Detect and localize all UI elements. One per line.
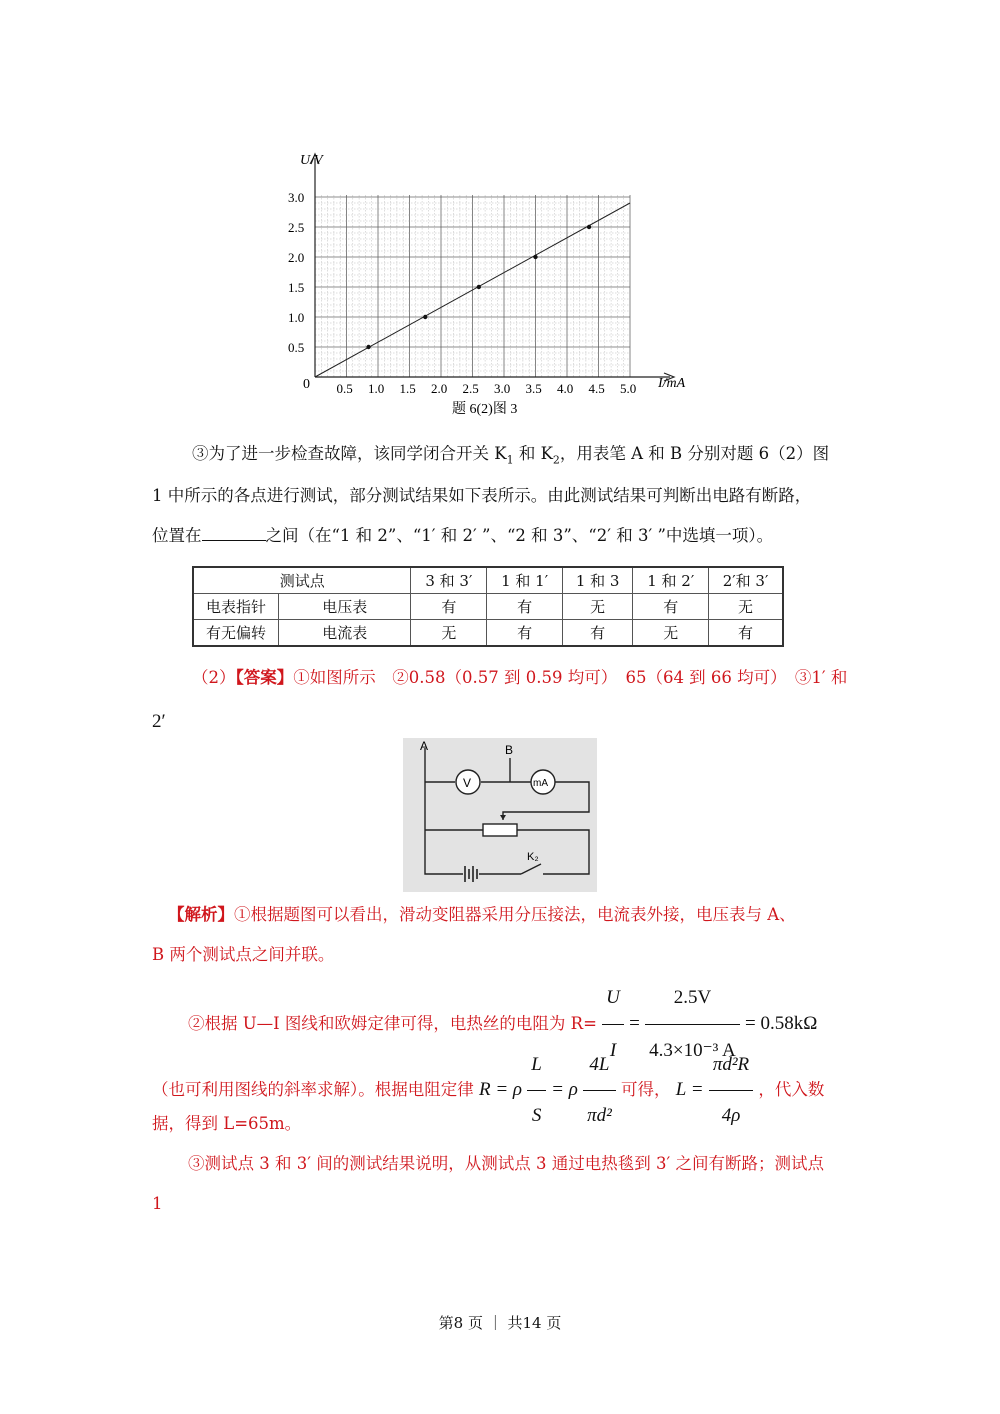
analysis-line-6: ③测试点 3 和 3′ 间的测试结果说明，从测试点 3 通过电热毯到 3′ 之间有断路；测试点: [188, 1154, 824, 1173]
table-cell: 无: [709, 594, 783, 620]
terminal-b-label: B: [505, 743, 514, 757]
answer-text: ①如图所示 ②0.58（0.57 到 0.59 均可） 65（64 到 66 均可） ③1′ 和: [293, 668, 848, 687]
question-line-3: [152, 526, 852, 546]
question-line3-b: 之间（在“1 和 2”、“1′ 和 2′ ”、“2 和 3”、“2′ 和 3′ ”中选填一项）。: [265, 526, 774, 545]
row-group-label-1: 电表指针: [193, 594, 279, 620]
graph-caption: 题 6(2)图 3: [452, 402, 518, 417]
data-point: [366, 345, 370, 349]
analysis-p3-b: 可得，: [621, 1080, 671, 1099]
u-i-graph: [270, 150, 710, 425]
question-text-b: 和 K: [513, 444, 553, 463]
analysis-p1: ①根据题图可以看出，滑动变阻器采用分压接法，电流表外接，电压表与 A、: [234, 905, 796, 924]
table-col-header: 1 和 2′: [633, 567, 709, 594]
x-tick-label: 1.5: [399, 381, 416, 396]
table-cell: 有: [487, 594, 563, 620]
equals-sign: =: [629, 1013, 640, 1034]
table-col-header: 3 和 3′: [411, 567, 487, 594]
table-col-header: 2′和 3′: [709, 567, 783, 594]
analysis-line-7: 1: [152, 1194, 163, 1213]
frac-numerator: L: [527, 1040, 546, 1091]
frac-numerator: πd²R: [709, 1040, 753, 1091]
question-line-2: 1 中所示的各点进行测试，部分测试结果如下表所示。由此测试结果可判断出电路有断路，: [152, 486, 812, 505]
frac-numerator: 2.5V: [645, 972, 740, 1025]
analysis-p3-text: （也可利用图线的斜率求解）。根据电阻定律: [152, 1080, 474, 1099]
data-point: [533, 255, 537, 259]
table-cell: 无: [633, 620, 709, 647]
y-tick-label: 1.5: [288, 280, 305, 295]
x-tick-label: 4.5: [588, 381, 605, 396]
analysis-tag: 【解析】: [168, 905, 234, 924]
row-group-label-2: 有无偏转: [193, 620, 279, 647]
answer-line-2: 2′: [152, 711, 166, 732]
frac-numerator: 4L: [583, 1040, 616, 1091]
ammeter-label: mA: [533, 778, 548, 789]
question-line-1: [192, 444, 892, 470]
answer-prefix: （2）: [192, 668, 236, 687]
data-point: [423, 315, 427, 319]
x-tick-label: 5.0: [620, 381, 637, 396]
question-text-a: ③为了进一步检查故障，该同学闭合开关 K: [192, 444, 507, 463]
data-point: [587, 225, 591, 229]
table-row: [193, 594, 783, 620]
terminal-a-label: A: [420, 739, 429, 753]
frac-denominator: πd²: [587, 1105, 612, 1126]
x-tick-label: 2.0: [431, 381, 448, 396]
table-cell: 有: [411, 594, 487, 620]
k1-subscript: 1: [506, 453, 514, 467]
switch-label: K₂: [527, 851, 539, 863]
x-tick-label: 3.5: [525, 381, 542, 396]
voltmeter-label: V: [463, 776, 472, 790]
table-header-row: [193, 567, 783, 594]
test-results-table: [192, 566, 784, 647]
frac-denominator: 4ρ: [721, 1105, 741, 1126]
meter-label: 电压表: [279, 594, 411, 620]
page-footer: 第8 页 ｜ 共14 页: [438, 1314, 562, 1332]
circuit-diagram: [403, 738, 597, 892]
x-tick-label: 1.0: [368, 381, 385, 396]
y-tick-label: 2.5: [288, 220, 305, 235]
resistivity-eq: R = ρ: [479, 1079, 523, 1100]
y-tick-label: 3.0: [288, 190, 305, 205]
table-cell: 有: [562, 620, 632, 647]
analysis-line-2: B 两个测试点之间并联。: [152, 945, 335, 964]
x-tick-label: 0.5: [336, 381, 353, 396]
x-tick-label: 3.0: [494, 381, 511, 396]
analysis-line-5: 据，得到 L=65m。: [152, 1114, 302, 1133]
y-tick-label: 2.0: [288, 250, 305, 265]
origin-label: 0: [303, 377, 310, 392]
question-text-c: ，用表笔 A 和 B 分别对题 6（2）图: [559, 444, 830, 463]
data-point: [477, 285, 481, 289]
table-cell: 有: [709, 620, 783, 647]
question-line3-a: 位置在: [152, 526, 202, 545]
table-cell: 有: [633, 594, 709, 620]
answer-blank: [202, 526, 266, 541]
analysis-line-1: [168, 905, 868, 925]
frac-denominator: I: [609, 1040, 617, 1061]
resistance-result: = 0.58kΩ: [745, 1013, 818, 1034]
table-cell: 无: [562, 594, 632, 620]
answer-tag: 【答案】: [235, 668, 294, 687]
table-cell: 有: [487, 620, 563, 647]
x-tick-label: 2.5: [462, 381, 479, 396]
analysis-p2-text: ②根据 U—I 图线和欧姆定律可得，电热丝的电阻为 R=: [188, 1014, 597, 1033]
table-col-header: 1 和 1′: [487, 567, 563, 594]
length-eq: L =: [675, 1079, 704, 1100]
table-header-label: 测试点: [193, 567, 411, 594]
answer-line: [192, 668, 892, 688]
frac-denominator: 4.3×10⁻³ A: [649, 1040, 736, 1061]
table-cell: 无: [411, 620, 487, 647]
rheostat-symbol: [483, 824, 517, 836]
table-col-header: 1 和 3: [562, 567, 632, 594]
graph-grid: [315, 195, 630, 377]
frac-numerator: U: [602, 972, 624, 1025]
x-tick-label: 4.0: [557, 381, 574, 396]
y-tick-label: 1.0: [288, 310, 305, 325]
x-axis-label: I/mA: [658, 376, 686, 391]
table-row: [193, 620, 783, 647]
y-tick-label: 0.5: [288, 340, 305, 355]
frac-denominator: S: [531, 1105, 542, 1126]
k2-subscript: 2: [552, 453, 560, 467]
resistivity-eq-2: = ρ: [551, 1079, 578, 1100]
y-axis-label: U/V: [300, 153, 323, 168]
analysis-p3-c: ，代入数: [758, 1080, 825, 1099]
meter-label: 电流表: [279, 620, 411, 647]
